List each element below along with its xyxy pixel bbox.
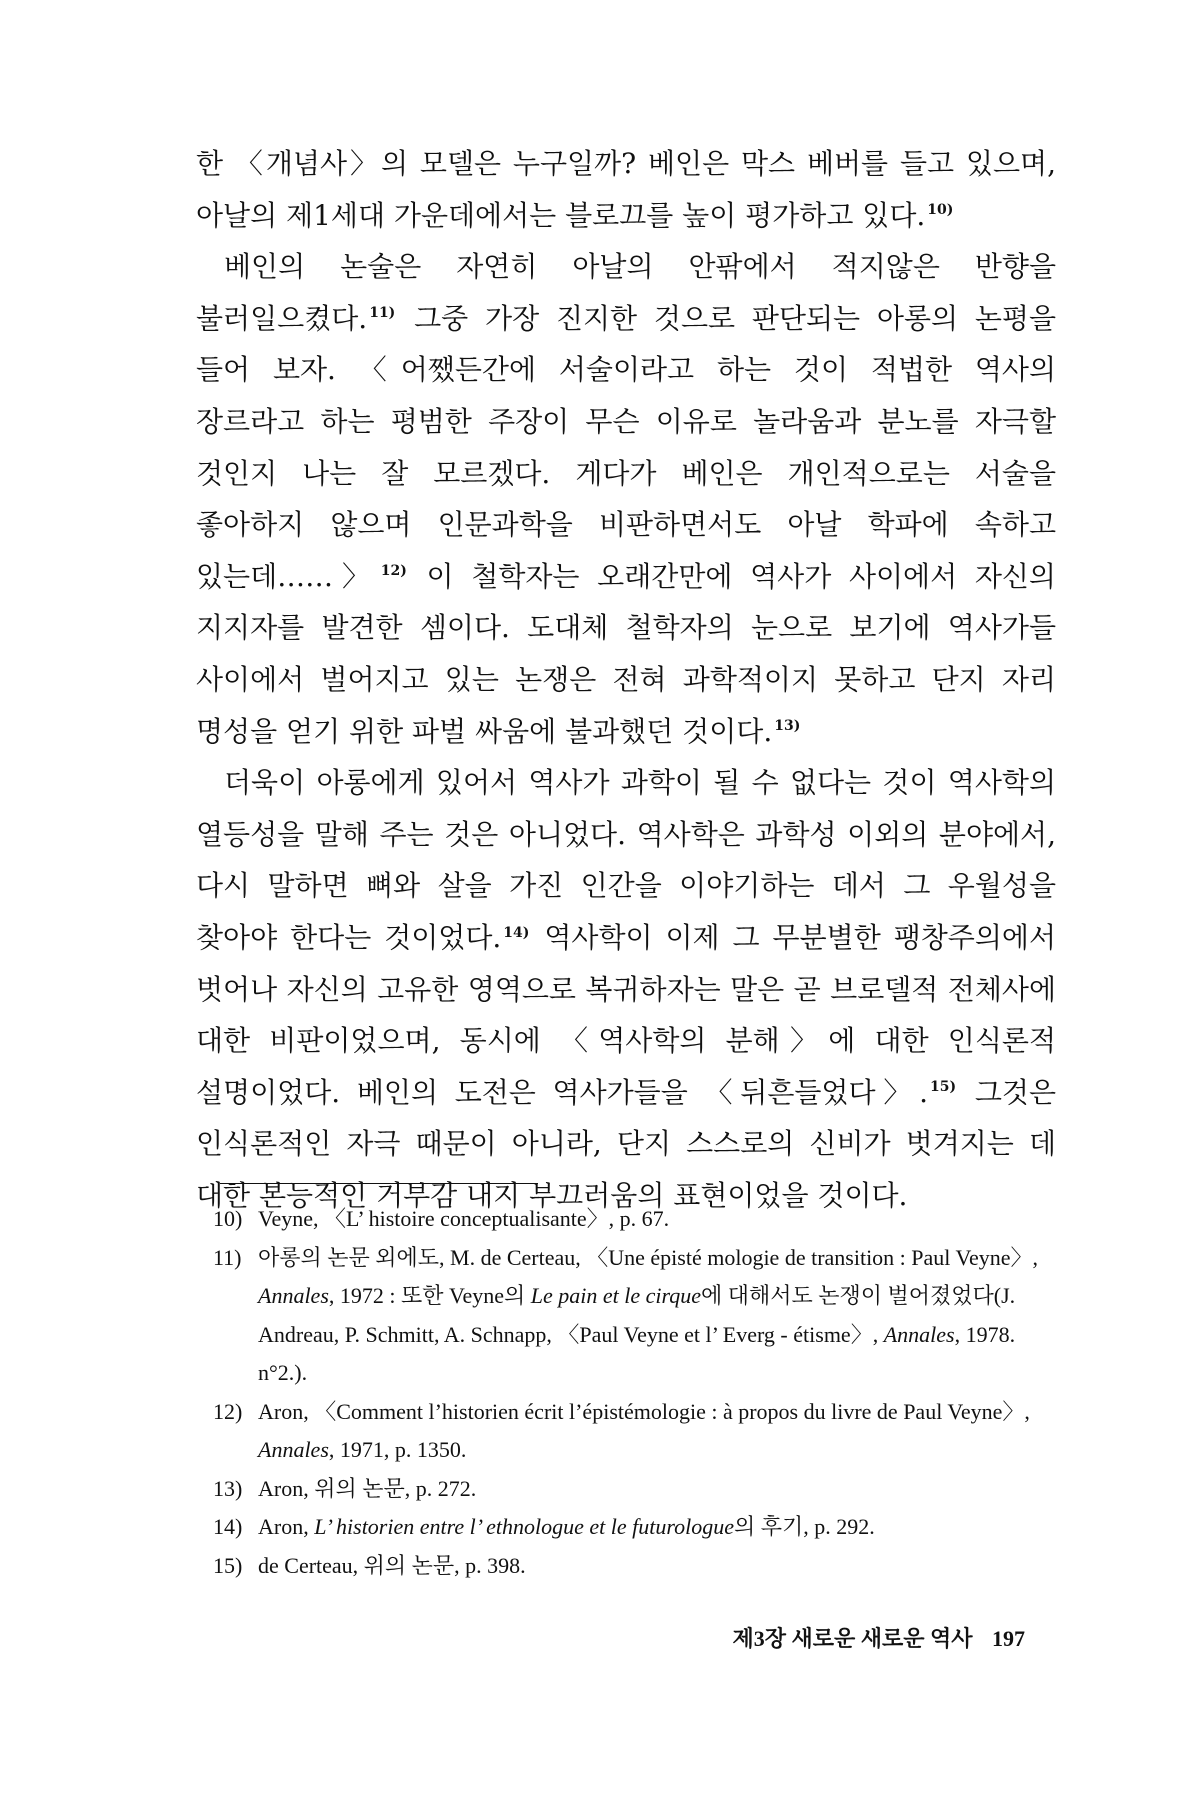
running-footer: [700, 1622, 1025, 1653]
text-run: , 1971, p. 1350.: [328, 1437, 467, 1462]
footnote-text: [258, 1547, 1055, 1586]
text-run: 그중 가장 진지한 것으로 판단되는 아롱의 논평을 들어 보자. 〈어쨌든간에 서술이라고 하는 것이 적법한 역사의 장르라고 하는 평범한 주장이 무슨 이유로 놀라움과 분노를 자극할 것인지 나는 잘 모르겠다. 게다가 베인은 개인적으로는 서술을 좋아하지 않으며 인문과학을 비판하면서도 아날 학파에 속하고 있는데……〉: [196, 301, 1056, 593]
footnote-item: [213, 1508, 1055, 1547]
text-run: 베인의 논술은 자연히 아날의 안팎에서 적지않은 반향을 불러일으켰다.: [196, 250, 1056, 335]
text-run: 더욱이 아롱에게 있어서 역사가 과학이 될 수 없다는 것이 역사학의 열등성을 말해 주는 것은 아니었다. 역사학은 과학성 이외의 분야에서, 다시 말하면 뼈와 살을 가진 인간을 이야기하는 데서 그 우월성을 찾아야 한다는 것이었다.: [196, 766, 1056, 954]
footnote-ref: 14): [503, 924, 530, 941]
text-run: de Certeau, 위의 논문, p. 398.: [258, 1552, 526, 1578]
footnote-number: 10): [213, 1206, 243, 1231]
italic-text: Annales: [258, 1283, 329, 1308]
footnote-text: [258, 1393, 1055, 1470]
text-run: 아롱의 논문 외에도, M. de Certeau, 〈Une épisté mologie de transition : Paul Veyne〉,: [258, 1244, 1038, 1270]
footnote-text: [258, 1470, 1055, 1509]
footnote-number: 11): [213, 1244, 242, 1270]
text-run: Aron, 위의 논문, p. 272.: [258, 1475, 477, 1501]
footnote-item: [213, 1200, 1055, 1239]
footnote-item: [213, 1470, 1055, 1509]
text-run: Aron,: [258, 1514, 315, 1539]
body-text: [196, 138, 1056, 1221]
footnote-text: [258, 1508, 1055, 1547]
footnote-ref: 15): [930, 1079, 957, 1096]
text-run: 의 후기, p. 292.: [734, 1514, 875, 1539]
text-run: , 1972 : 또한 Veyne의: [328, 1283, 531, 1308]
footnote-text: [258, 1239, 1055, 1393]
footnote-number: 12): [213, 1398, 243, 1424]
text-run: 역사학이 이제 그 무분별한 팽창주의에서 벗어나 자신의 고유한 영역으로 복귀하자는 말은 곧 브로델적 전체사에 대한 비판이었으며, 동시에 〈역사학의 분해〉에 대한 인식론적 설명이었다. 베인의 도전은 역사가들을 〈뒤흔들었다〉.: [196, 920, 1056, 1109]
paragraph: [196, 241, 1056, 757]
paragraph: [196, 138, 1056, 241]
paragraph: [196, 757, 1056, 1221]
page-number: 197: [992, 1626, 1025, 1651]
footnote-number: 13): [213, 1475, 243, 1501]
text-run: , 1978. n°2.).: [258, 1321, 1016, 1385]
footnote-item: [213, 1547, 1055, 1586]
italic-text: Annales: [883, 1321, 955, 1347]
text-run: 한 〈개념사〉의 모델은 누구일까? 베인은 막스 베버를 들고 있으며, 아날의 제1세대 가운데에서는 블로끄를 높이 평가하고 있다.: [196, 147, 1056, 232]
italic-text: Le pain et le cirque: [530, 1283, 702, 1308]
text-run: 이 철학자는 오래간만에 역사가 사이에서 자신의 지지자를 발견한 셈이다. 도대체 철학자의 눈으로 보기에 역사가들 사이에서 벌어지고 있는 논쟁은 전혀 과학적이지 못하고 단지 자리 명성을 얻기 위한 파벌 싸움에 불과했던 것이다.: [196, 559, 1056, 748]
footnote-item: [213, 1393, 1055, 1470]
text-run: Veyne, 〈L’ histoire conceptualisante〉, p. 67.: [258, 1206, 670, 1231]
text-run: Aron, 〈Comment l’historien écrit l’épistémologie : à propos du livre de Paul Veyne〉,: [258, 1398, 1030, 1424]
chapter-title: 제3장 새로운 새로운 역사: [732, 1626, 973, 1651]
footnote-ref: 11): [369, 305, 396, 322]
footnote-item: [213, 1239, 1055, 1393]
italic-text: L’ historien entre l’ ethnologue et le futurologue: [314, 1514, 734, 1539]
footnote-number: 15): [213, 1552, 243, 1578]
footnote-ref: 10): [927, 202, 954, 219]
text-run: 에 대해서도 논쟁이 벌어졌었다(J. Andreau, P. Schmitt, A. Schnapp, 〈Paul Veyne et l’ Everg - étisme〉,: [258, 1283, 1016, 1347]
footnote-divider: [220, 1183, 538, 1184]
footnotes: [213, 1200, 1055, 1585]
italic-text: Annales: [258, 1437, 329, 1462]
footnote-ref: 12): [380, 563, 407, 580]
footnote-number: 14): [213, 1514, 243, 1539]
footnote-ref: 13): [774, 718, 801, 735]
footnote-text: [258, 1200, 1055, 1239]
text-run: 그것은 인식론적인 자극 때문이 아니라, 단지 스스로의 신비가 벗겨지는 데 대한 본능적인 거부감 내지 부끄러움의 표현이었을 것이다.: [196, 1075, 1057, 1212]
